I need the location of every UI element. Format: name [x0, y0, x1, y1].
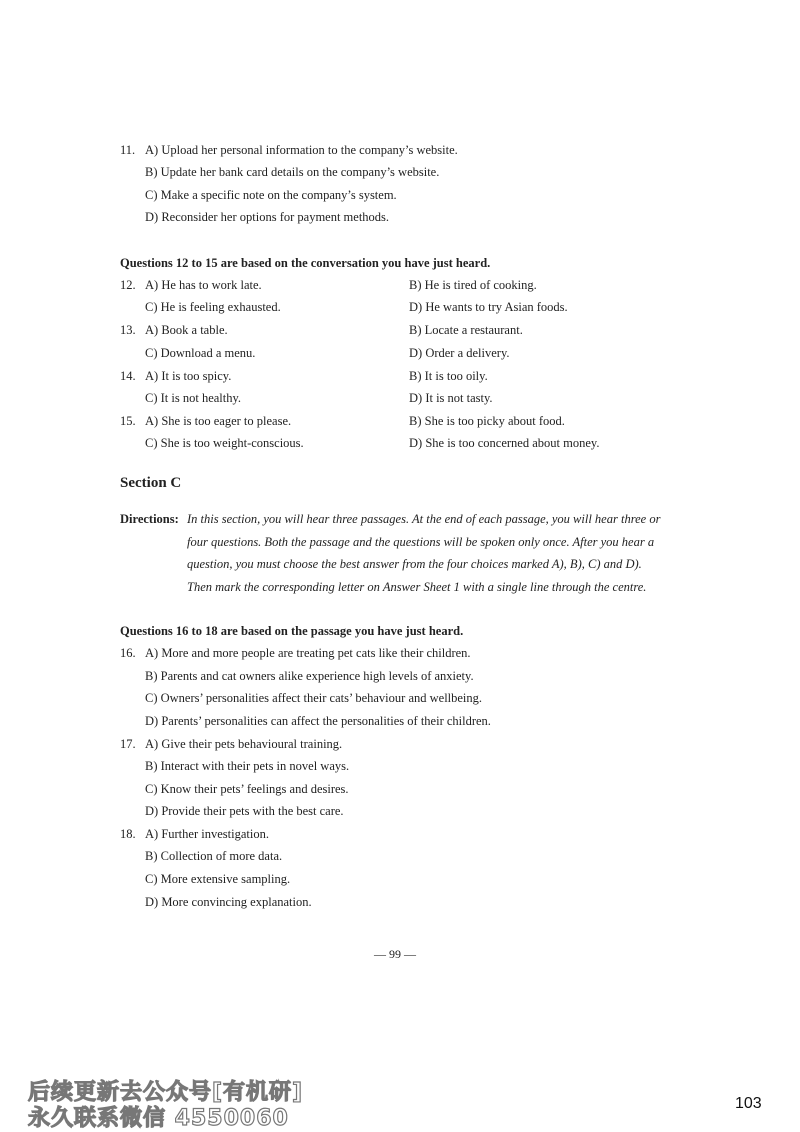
option-a: A) She is too eager to please. [145, 414, 292, 428]
directions-line: four questions. Both the passage and the questions will be spoken only once. After you hear a [187, 535, 655, 549]
option-c: C) She is too weight-conscious. [145, 436, 304, 450]
option-a: A) Further investigation. [145, 827, 269, 841]
question-number: 18. [120, 827, 136, 841]
option-b: B) She is too picky about food. [409, 414, 565, 428]
section-title: Section C [120, 475, 182, 491]
option-d: D) Parents’ personalities can affect the personalities of their children. [145, 714, 491, 728]
page-number: — 99 — [374, 947, 416, 961]
question-group-heading: Questions 12 to 15 are based on the conversation you have just heard. [120, 256, 491, 270]
option-d: D) She is too concerned about money. [409, 436, 600, 450]
option-c: C) He is feeling exhausted. [145, 300, 281, 314]
directions-line: Then mark the corresponding letter on Answer Sheet 1 with a single line through the centre. [187, 580, 647, 594]
question-group-heading: Questions 16 to 18 are based on the passage you have just heard. [120, 624, 464, 638]
question-number: 17. [120, 737, 136, 751]
option-c: C) Know their pets’ feelings and desires. [145, 782, 349, 796]
option-d: D) Order a delivery. [409, 346, 510, 360]
directions-label: Directions: [120, 512, 179, 526]
question-number: 15. [120, 414, 136, 428]
option-a: A) Upload her personal information to the company’s website. [145, 143, 458, 157]
watermark-line: 后续更新去公众号[有机研] [28, 1080, 304, 1105]
option-a: A) Book a table. [145, 323, 228, 337]
option-b: B) Interact with their pets in novel ways. [145, 759, 350, 773]
option-b: B) Parents and cat owners alike experience high levels of anxiety. [145, 669, 474, 683]
option-b: B) Update her bank card details on the company’s website. [145, 165, 440, 179]
option-c: C) Make a specific note on the company’s system. [145, 188, 397, 202]
option-c: C) It is not healthy. [145, 391, 242, 405]
option-a: A) Give their pets behavioural training. [145, 737, 343, 751]
question-number: 11. [120, 143, 136, 157]
footer-page-number: 103 [735, 1095, 762, 1112]
question-number: 16. [120, 646, 136, 660]
option-b: B) Locate a restaurant. [409, 323, 523, 337]
directions-line: question, you must choose the best answer from the four choices marked A), B), C) and D). [187, 557, 642, 571]
option-c: C) Owners’ personalities affect their cats’ behaviour and wellbeing. [145, 691, 483, 705]
option-d: D) It is not tasty. [409, 391, 493, 405]
option-a: A) More and more people are treating pet cats like their children. [145, 646, 471, 660]
watermark-line: 永久联系微信 4550060 [28, 1106, 289, 1131]
option-d: D) He wants to try Asian foods. [409, 300, 568, 314]
option-d: D) Reconsider her options for payment methods. [145, 210, 390, 224]
option-d: D) Provide their pets with the best care. [145, 804, 344, 818]
option-c: C) More extensive sampling. [145, 872, 291, 886]
option-b: B) He is tired of cooking. [409, 278, 537, 292]
option-a: A) It is too spicy. [145, 369, 232, 383]
question-number: 14. [120, 369, 136, 383]
directions-line: In this section, you will hear three passages. At the end of each passage, you will hear three or [187, 512, 661, 526]
option-b: B) Collection of more data. [145, 849, 283, 863]
question-number: 13. [120, 323, 136, 337]
option-a: A) He has to work late. [145, 278, 262, 292]
question-number: 12. [120, 278, 136, 292]
option-b: B) It is too oily. [409, 369, 488, 383]
option-d: D) More convincing explanation. [145, 895, 312, 909]
option-c: C) Download a menu. [145, 346, 256, 360]
